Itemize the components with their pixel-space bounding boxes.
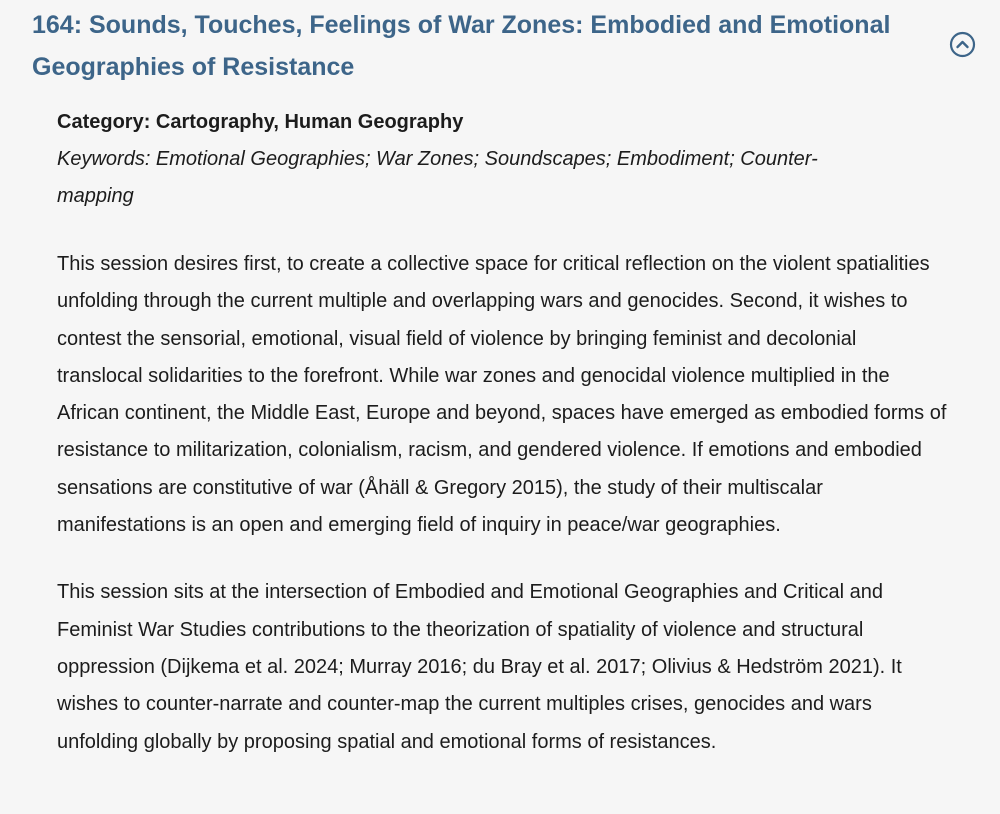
- session-content: [57, 104, 947, 761]
- session-description-paragraph: This session desires first, to create a collective space for critical reflection on the violent spatialities unfolding through the current multiple and overlapping wars and genocides. Second, it wishes to contest the sensorial, emotional, visual field of violence by bringing feminist and decolonial translocal solidarities to the forefront. While war zones and genocidal violence multiplied in the African continent, the Middle East, Europe and beyond, spaces have emerged as embodied forms of resistance to militarization, colonialism, racism, and gendered violence. If emotions and embodied sensations are constitutive of war (Åhäll & Gregory 2015), the study of their multiscalar manifestations is an open and emerging field of inquiry in peace/war geographies.: [57, 253, 947, 537]
- session-title[interactable]: 164: Sounds, Touches, Feelings of War Zones: Embodied and Emotional Geographies of Resistance: [32, 11, 891, 81]
- session-keywords: Keywords: Emotional Geographies; War Zones; Soundscapes; Embodiment; Counter-mapping: [57, 148, 818, 207]
- chevron-up-circle-icon: [949, 31, 976, 58]
- collapse-toggle-button[interactable]: [949, 31, 976, 58]
- session-category: Category: Cartography, Human Geography: [57, 111, 464, 133]
- session-description-paragraph: This session sits at the intersection of Embodied and Emotional Geographies and Critical and Feminist War Studies contributions to the theorization of spatiality of violence and structural oppression (Dijkema et al. 2024; Murray 2016; du Bray et al. 2017; Olivius & Hedström 2021). It wishes to counter-narrate and counter-map the current multiples crises, genocides and wars unfolding globally by proposing spatial and emotional forms of resistances.: [57, 581, 902, 753]
